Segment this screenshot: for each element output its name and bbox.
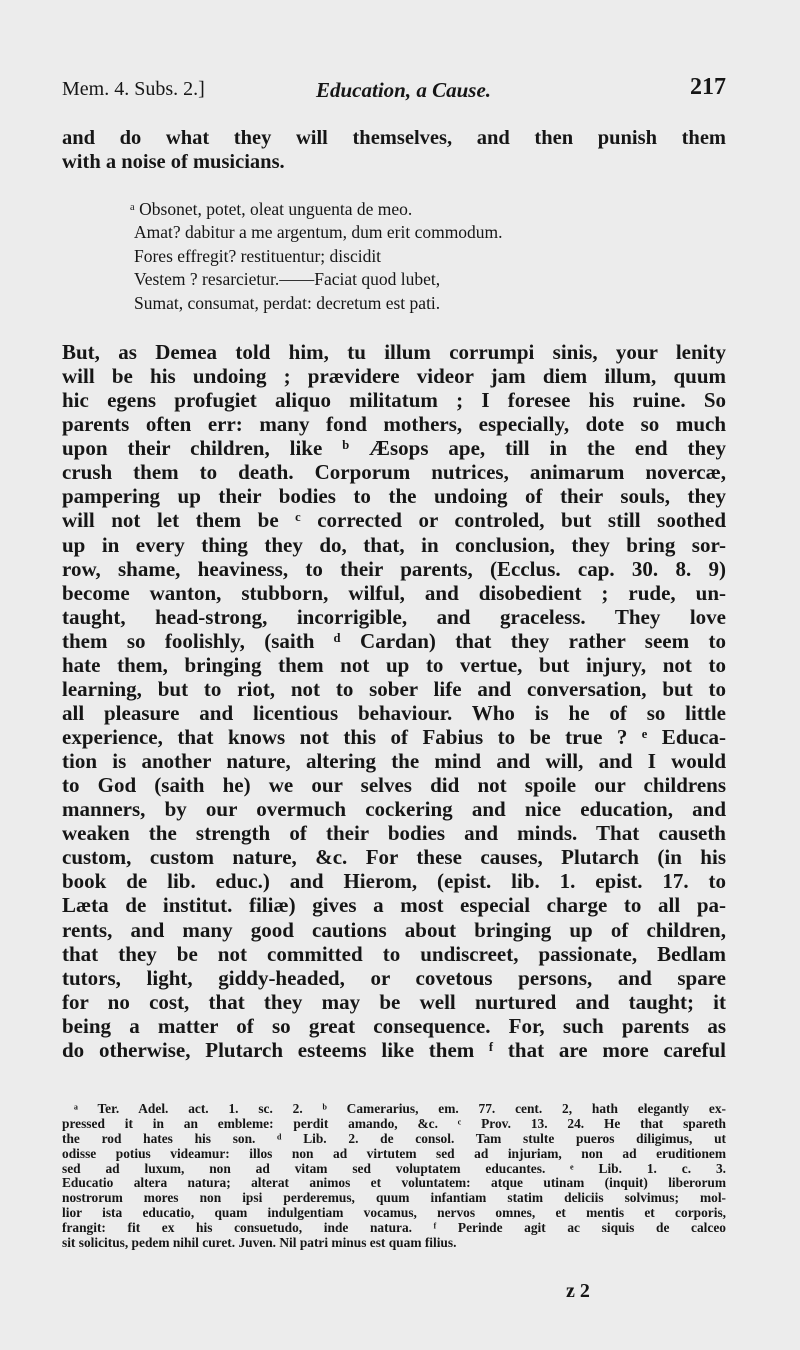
- header-section-ref: Mem. 4. Subs. 2.]: [62, 78, 205, 100]
- intro-text: [62, 126, 726, 174]
- body-line: custom, custom nature, &c. For these causes, Plutarch (in his: [62, 845, 726, 870]
- body-line: parents often err: many fond mothers, especially, dote so much: [62, 412, 726, 437]
- body-line: will not let them be ᶜ corrected or controled, but still soothed: [62, 508, 726, 533]
- verse-line: ᵃ Obsonet, potet, oleat unguenta de meo.: [130, 199, 413, 219]
- body-line: Læta de institut. filiæ) gives a most especial charge to all pa-: [62, 893, 726, 918]
- printer-signature-mark: z 2: [566, 1280, 590, 1302]
- footnote-line: pressed it in an embleme: perdit amando, &c. ᶜ Prov. 13. 24. He that spareth: [62, 1116, 726, 1131]
- footnote-line: sit solicitus, pedem nihil curet. Juven. Nil patri minus est quam filius.: [62, 1236, 457, 1251]
- body-line: manners, by our overmuch cockering and nice education, and: [62, 797, 726, 822]
- body-line: rents, and many good cautions about bringing up of children,: [62, 917, 726, 942]
- body-line: all pleasure and licentious behaviour. Who is he of so little: [62, 700, 726, 725]
- body-line: upon their children, like ᵇ Æsops ape, till in the end they: [62, 436, 726, 461]
- running-header: [62, 74, 726, 108]
- footnotes: [62, 1102, 726, 1251]
- body-line: row, shame, heaviness, to their parents, (Ecclus. cap. 30. 8. 9): [62, 556, 726, 581]
- page-number: 217: [690, 74, 726, 100]
- body-line: become wanton, stubborn, wilful, and disobedient ; rude, un-: [62, 580, 726, 605]
- verse-line: Sumat, consumat, perdat: decretum est pati.: [134, 292, 441, 313]
- body-line: tutors, light, giddy-headed, or covetous persons, and spare: [62, 965, 726, 990]
- intro-line: with a noise of musicians.: [62, 151, 285, 173]
- body-line: do otherwise, Plutarch esteems like them ᶠ that are more careful: [62, 1037, 726, 1062]
- body-line: hate them, bringing them not up to vertue, but injury, not to: [62, 652, 726, 677]
- body-line: hic egens profugiet aliquo militatum ; I foresee his ruine. So: [62, 388, 726, 413]
- verse-line: Vestem ? resarcietur.——Faciat quod lubet,: [134, 269, 441, 290]
- body-line: tion is another nature, altering the mind and will, and I would: [62, 749, 726, 774]
- footnote-line: frangit: fit ex his consuetudo, inde natura. ᶠ Perinde agit ac siquis de calceo: [62, 1221, 726, 1236]
- verse-line: Fores effregit? restituentur; discidit: [134, 245, 382, 266]
- body-line: will be his undoing ; prævidere videor jam diem illum, quum: [62, 364, 726, 389]
- body-line: experience, that knows not this of Fabius to be true ? ᵉ Educa-: [62, 725, 726, 749]
- body-line: book de lib. educ.) and Hierom, (epist. lib. 1. epist. 17. to: [62, 869, 726, 894]
- footnote-line: ᵃ Ter. Adel. act. 1. sc. 2. ᵇ Camerarius, em. 77. cent. 2, hath elegantly ex-: [74, 1102, 726, 1116]
- main-text: [62, 340, 726, 1062]
- body-line: pampering up their bodies to the undoing of their souls, they: [62, 484, 726, 509]
- footnote-line: sed ad luxum, non ad vitam sed voluptatem educantes. ᵉ Lib. 1. c. 3.: [62, 1161, 726, 1176]
- body-line: learning, but to riot, not to sober life and conversation, but to: [62, 676, 726, 701]
- body-line: But, as Demea told him, tu illum corrumpi sinis, your lenity: [62, 340, 726, 364]
- latin-verse-quote: [130, 198, 726, 315]
- header-title: Education, a Cause.: [316, 78, 492, 102]
- footnote-line: nostrorum mores non ipsi perderemus, quum infantiam statim deliciis solvimus; mol-: [62, 1191, 726, 1206]
- footnote-line: the rod hates his son. ᵈ Lib. 2. de consol. Tam stulte pueros diligimus, ut: [62, 1131, 726, 1146]
- body-line: weaken the strength of their bodies and minds. That causeth: [62, 821, 726, 846]
- intro-line: and do what they will themselves, and then punish them: [62, 127, 726, 149]
- body-line: being a matter of so great consequence. For, such parents as: [62, 1013, 726, 1038]
- body-line: crush them to death. Corporum nutrices, animarum novercæ,: [62, 460, 726, 485]
- body-line: for no cost, that they may be well nurtured and taught; it: [62, 989, 726, 1014]
- body-line: them so foolishly, (saith ᵈ Cardan) that they rather seem to: [62, 628, 726, 653]
- body-line: to God (saith he) we our selves did not spoile our childrens: [62, 773, 726, 798]
- footnote-line: lior ista educatio, quam indulgentiam vocamus, nervos omnes, et mentis et corporis,: [62, 1206, 726, 1221]
- verse-line: Amat? dabitur a me argentum, dum erit commodum.: [134, 222, 503, 243]
- body-line: up in every thing they do, that, in conclusion, they bring sor-: [62, 532, 726, 557]
- footnote-line: Educatio altera natura; alterat animos et voluntatem: atque utinam (inquit) liberorum: [62, 1176, 726, 1191]
- footnote-line: odisse potius videamur: illos non ad virtutem sed ad injuriam, non ad eruditionem: [62, 1146, 726, 1161]
- body-line: taught, head-strong, incorrigible, and graceless. They love: [62, 604, 726, 629]
- body-line: that they be not committed to undiscreet, passionate, Bedlam: [62, 941, 726, 966]
